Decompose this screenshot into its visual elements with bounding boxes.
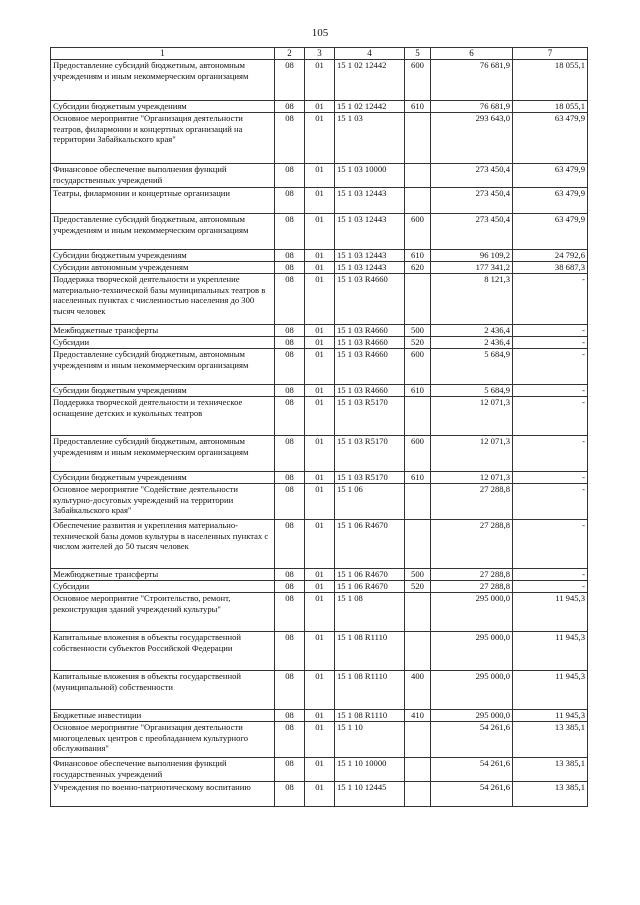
cell-subsection: 01 (305, 385, 335, 397)
cell-section: 08 (275, 101, 305, 113)
cell-expense-type: 620 (405, 262, 431, 274)
table-row (51, 520, 588, 569)
column-header: 7 (513, 48, 588, 60)
cell-target-article: 15 1 03 12443 (335, 188, 405, 214)
cell-amount-executed: - (513, 484, 588, 520)
cell-target-article: 15 1 03 R5170 (335, 436, 405, 472)
cell-expense-type (405, 782, 431, 807)
cell-section: 08 (275, 632, 305, 671)
cell-section: 08 (275, 520, 305, 569)
row-name-text: Поддержка творческой деятельности и техническое оснащение детских и кукольных театров (53, 397, 243, 418)
table-row (51, 250, 588, 262)
cell-expense-type (405, 274, 431, 325)
table-row (51, 164, 588, 188)
cell-subsection: 01 (305, 632, 335, 671)
cell-name (51, 436, 275, 472)
cell-target-article: 15 1 03 R5170 (335, 472, 405, 484)
cell-target-article: 15 1 03 (335, 113, 405, 164)
row-name-text: Предоставление субсидий бюджетным, автономным учреждениям и иным некоммерческим организациям (53, 349, 249, 370)
cell-subsection: 01 (305, 758, 335, 782)
cell-section: 08 (275, 397, 305, 436)
cell-target-article: 15 1 06 R4670 (335, 520, 405, 569)
cell-expense-type: 400 (405, 671, 431, 710)
cell-name (51, 101, 275, 113)
cell-name (51, 569, 275, 581)
column-header: 3 (305, 48, 335, 60)
cell-amount-executed: 11 945,3 (513, 632, 588, 671)
row-name-text: Предоставление субсидий бюджетным, автономным учреждениям и иным некоммерческим организациям (53, 60, 249, 81)
cell-name (51, 782, 275, 807)
table-row (51, 710, 588, 722)
cell-expense-type: 500 (405, 325, 431, 337)
cell-name (51, 520, 275, 569)
cell-section: 08 (275, 782, 305, 807)
cell-target-article: 15 1 03 12443 (335, 214, 405, 250)
cell-name (51, 385, 275, 397)
page-number: 105 (311, 27, 329, 39)
cell-expense-type (405, 113, 431, 164)
cell-amount-approved: 295 000,0 (431, 632, 513, 671)
row-name-text: Основное мероприятие "Строительство, ремонт, реконструкция зданий учреждений культуры" (53, 593, 231, 614)
cell-amount-executed: 11 945,3 (513, 710, 588, 722)
row-name-text: Межбюджетные трансферты (53, 325, 159, 335)
row-name-text: Капитальные вложения в объекты государственной (муниципальной) собственности (53, 671, 241, 692)
cell-target-article: 15 1 08 R1110 (335, 632, 405, 671)
cell-amount-executed: - (513, 569, 588, 581)
table-row (51, 113, 588, 164)
cell-name (51, 262, 275, 274)
cell-name (51, 60, 275, 101)
cell-name (51, 397, 275, 436)
table-row (51, 569, 588, 581)
cell-amount-approved: 27 288,8 (431, 569, 513, 581)
table-row (51, 484, 588, 520)
column-header: 6 (431, 48, 513, 60)
table-row (51, 262, 588, 274)
cell-subsection: 01 (305, 710, 335, 722)
cell-expense-type (405, 188, 431, 214)
cell-subsection: 01 (305, 101, 335, 113)
cell-amount-approved: 5 684,9 (431, 349, 513, 385)
header-row (51, 48, 588, 60)
cell-subsection: 01 (305, 250, 335, 262)
cell-subsection: 01 (305, 188, 335, 214)
cell-amount-approved: 54 261,6 (431, 782, 513, 807)
cell-subsection: 01 (305, 349, 335, 385)
cell-section: 08 (275, 274, 305, 325)
cell-amount-executed: - (513, 397, 588, 436)
cell-amount-approved: 273 450,4 (431, 164, 513, 188)
cell-name (51, 113, 275, 164)
cell-name (51, 632, 275, 671)
cell-amount-approved: 8 121,3 (431, 274, 513, 325)
table-row (51, 274, 588, 325)
cell-expense-type: 520 (405, 337, 431, 349)
cell-name (51, 274, 275, 325)
cell-subsection: 01 (305, 325, 335, 337)
table-row (51, 782, 588, 807)
table-row (51, 593, 588, 632)
column-header: 2 (275, 48, 305, 60)
cell-subsection: 01 (305, 436, 335, 472)
cell-amount-approved: 295 000,0 (431, 671, 513, 710)
cell-amount-executed: - (513, 436, 588, 472)
cell-amount-approved: 27 288,8 (431, 520, 513, 569)
cell-amount-approved: 27 288,8 (431, 581, 513, 593)
table-row (51, 349, 588, 385)
cell-expense-type (405, 520, 431, 569)
cell-amount-approved: 54 261,6 (431, 722, 513, 758)
cell-subsection: 01 (305, 671, 335, 710)
cell-amount-executed: 11 945,3 (513, 671, 588, 710)
cell-amount-executed: 11 945,3 (513, 593, 588, 632)
row-name-text: Поддержка творческой деятельности и укрепление материально-технической базы муниципальных театров в населенных пунктах с численностью населения до 300 тысяч человек (53, 274, 266, 316)
cell-expense-type (405, 164, 431, 188)
cell-section: 08 (275, 262, 305, 274)
cell-amount-approved: 273 450,4 (431, 214, 513, 250)
cell-section: 08 (275, 113, 305, 164)
cell-section: 08 (275, 188, 305, 214)
cell-target-article: 15 1 03 R4660 (335, 349, 405, 385)
row-name-text: Обеспечение развития и укрепления материально-технической базы домов культуры в населенных пунктах с числом жителей до 50 тысяч человек (53, 520, 269, 551)
cell-expense-type: 410 (405, 710, 431, 722)
cell-target-article: 15 1 03 R4660 (335, 385, 405, 397)
cell-amount-executed: - (513, 325, 588, 337)
row-name-text: Основное мероприятие "Организация деятельности многоцелевых центров с преобладанием культурного обслуживания" (53, 722, 249, 753)
cell-expense-type: 610 (405, 250, 431, 262)
table-row (51, 472, 588, 484)
cell-amount-executed: 24 792,6 (513, 250, 588, 262)
cell-amount-executed: 38 687,3 (513, 262, 588, 274)
row-name-text: Субсидии (53, 337, 90, 347)
column-header: 1 (51, 48, 275, 60)
cell-amount-executed: 13 385,1 (513, 722, 588, 758)
column-header: 5 (405, 48, 431, 60)
cell-target-article: 15 1 10 (335, 722, 405, 758)
cell-amount-approved: 295 000,0 (431, 593, 513, 632)
table-row (51, 60, 588, 101)
cell-name (51, 472, 275, 484)
cell-amount-executed: 18 055,1 (513, 60, 588, 101)
table-row (51, 188, 588, 214)
budget-table (50, 47, 588, 807)
cell-amount-executed: 63 479,9 (513, 113, 588, 164)
cell-name (51, 593, 275, 632)
cell-subsection: 01 (305, 214, 335, 250)
cell-amount-approved: 5 684,9 (431, 385, 513, 397)
cell-section: 08 (275, 385, 305, 397)
table-row (51, 722, 588, 758)
cell-section: 08 (275, 569, 305, 581)
cell-amount-executed: - (513, 581, 588, 593)
row-name-text: Финансовое обеспечение выполнения функций государственных учреждений (53, 164, 227, 185)
cell-expense-type (405, 632, 431, 671)
cell-amount-approved: 295 000,0 (431, 710, 513, 722)
cell-subsection: 01 (305, 569, 335, 581)
cell-expense-type: 610 (405, 101, 431, 113)
cell-section: 08 (275, 337, 305, 349)
cell-section: 08 (275, 214, 305, 250)
cell-section: 08 (275, 60, 305, 101)
cell-subsection: 01 (305, 274, 335, 325)
cell-expense-type: 600 (405, 349, 431, 385)
cell-amount-approved: 273 450,4 (431, 188, 513, 214)
cell-expense-type (405, 593, 431, 632)
cell-amount-executed: 18 055,1 (513, 101, 588, 113)
cell-section: 08 (275, 472, 305, 484)
table-row (51, 214, 588, 250)
row-name-text: Субсидии автономным учреждениям (53, 262, 189, 272)
cell-target-article: 15 1 10 12445 (335, 782, 405, 807)
cell-target-article: 15 1 08 (335, 593, 405, 632)
cell-amount-approved: 2 436,4 (431, 337, 513, 349)
cell-amount-approved: 177 341,2 (431, 262, 513, 274)
table-row (51, 397, 588, 436)
row-name-text: Театры, филармонии и концертные организации (53, 188, 230, 198)
row-name-text: Предоставление субсидий бюджетным, автономным учреждениям и иным некоммерческим организациям (53, 436, 249, 457)
cell-target-article: 15 1 03 12443 (335, 250, 405, 262)
cell-amount-approved: 12 071,3 (431, 436, 513, 472)
cell-amount-executed: 63 479,9 (513, 164, 588, 188)
cell-subsection: 01 (305, 60, 335, 101)
cell-section: 08 (275, 722, 305, 758)
cell-subsection: 01 (305, 113, 335, 164)
cell-target-article: 15 1 02 12442 (335, 101, 405, 113)
cell-expense-type: 520 (405, 581, 431, 593)
row-name-text: Учреждения по военно-патриотическому воспитанию (53, 782, 251, 792)
cell-target-article: 15 1 03 12443 (335, 262, 405, 274)
cell-name (51, 325, 275, 337)
row-name-text: Субсидии бюджетным учреждениям (53, 385, 187, 395)
cell-subsection: 01 (305, 520, 335, 569)
cell-expense-type: 610 (405, 472, 431, 484)
cell-target-article: 15 1 06 R4670 (335, 569, 405, 581)
cell-amount-approved: 76 681,9 (431, 101, 513, 113)
row-name-text: Предоставление субсидий бюджетным, автономным учреждениям и иным некоммерческим организациям (53, 214, 249, 235)
cell-target-article: 15 1 03 R4660 (335, 337, 405, 349)
cell-expense-type (405, 484, 431, 520)
cell-subsection: 01 (305, 484, 335, 520)
row-name-text: Субсидии (53, 581, 90, 591)
cell-amount-executed: - (513, 520, 588, 569)
cell-section: 08 (275, 325, 305, 337)
cell-amount-executed: - (513, 472, 588, 484)
table-row (51, 337, 588, 349)
cell-amount-executed: - (513, 337, 588, 349)
cell-name (51, 250, 275, 262)
cell-amount-approved: 27 288,8 (431, 484, 513, 520)
cell-section: 08 (275, 581, 305, 593)
cell-subsection: 01 (305, 337, 335, 349)
cell-amount-executed: 63 479,9 (513, 214, 588, 250)
cell-name (51, 349, 275, 385)
table-row (51, 325, 588, 337)
table-row (51, 385, 588, 397)
table-row (51, 671, 588, 710)
cell-name (51, 710, 275, 722)
cell-name (51, 214, 275, 250)
cell-target-article: 15 1 08 R1110 (335, 710, 405, 722)
cell-subsection: 01 (305, 722, 335, 758)
table-row (51, 101, 588, 113)
cell-amount-approved: 54 261,6 (431, 758, 513, 782)
cell-section: 08 (275, 436, 305, 472)
cell-target-article: 15 1 08 R1110 (335, 671, 405, 710)
cell-target-article: 15 1 03 10000 (335, 164, 405, 188)
cell-subsection: 01 (305, 581, 335, 593)
cell-target-article: 15 1 03 R4660 (335, 274, 405, 325)
cell-amount-approved: 12 071,3 (431, 397, 513, 436)
cell-target-article: 15 1 03 R4660 (335, 325, 405, 337)
table-row (51, 581, 588, 593)
row-name-text: Бюджетные инвестиции (53, 710, 142, 720)
cell-subsection: 01 (305, 593, 335, 632)
cell-subsection: 01 (305, 472, 335, 484)
cell-expense-type (405, 397, 431, 436)
cell-subsection: 01 (305, 262, 335, 274)
cell-section: 08 (275, 758, 305, 782)
cell-target-article: 15 1 02 12442 (335, 60, 405, 101)
table-row (51, 632, 588, 671)
cell-expense-type (405, 722, 431, 758)
cell-name (51, 484, 275, 520)
cell-expense-type: 600 (405, 214, 431, 250)
row-name-text: Основное мероприятие "Организация деятельности театров, филармонии и концертных организаций на территории Забайкальского края" (53, 113, 243, 144)
cell-expense-type: 500 (405, 569, 431, 581)
table-body (51, 60, 588, 807)
cell-section: 08 (275, 671, 305, 710)
cell-name (51, 671, 275, 710)
cell-amount-executed: - (513, 274, 588, 325)
cell-target-article: 15 1 06 (335, 484, 405, 520)
cell-subsection: 01 (305, 164, 335, 188)
cell-subsection: 01 (305, 782, 335, 807)
cell-name (51, 758, 275, 782)
cell-amount-approved: 2 436,4 (431, 325, 513, 337)
cell-subsection: 01 (305, 397, 335, 436)
cell-expense-type: 600 (405, 60, 431, 101)
cell-section: 08 (275, 484, 305, 520)
cell-section: 08 (275, 710, 305, 722)
cell-expense-type: 610 (405, 385, 431, 397)
cell-amount-approved: 76 681,9 (431, 60, 513, 101)
cell-expense-type: 600 (405, 436, 431, 472)
cell-name (51, 722, 275, 758)
cell-expense-type (405, 758, 431, 782)
cell-target-article: 15 1 06 R4670 (335, 581, 405, 593)
column-header: 4 (335, 48, 405, 60)
table-row (51, 758, 588, 782)
table-row (51, 436, 588, 472)
cell-section: 08 (275, 349, 305, 385)
cell-name (51, 164, 275, 188)
cell-amount-approved: 96 109,2 (431, 250, 513, 262)
row-name-text: Субсидии бюджетным учреждениям (53, 250, 187, 260)
cell-name (51, 581, 275, 593)
cell-amount-executed: 13 385,1 (513, 782, 588, 807)
cell-section: 08 (275, 593, 305, 632)
row-name-text: Финансовое обеспечение выполнения функций государственных учреждений (53, 758, 227, 779)
cell-section: 08 (275, 250, 305, 262)
cell-amount-executed: 63 479,9 (513, 188, 588, 214)
cell-name (51, 188, 275, 214)
row-name-text: Субсидии бюджетным учреждениям (53, 472, 187, 482)
cell-amount-executed: - (513, 349, 588, 385)
cell-section: 08 (275, 164, 305, 188)
row-name-text: Межбюджетные трансферты (53, 569, 159, 579)
row-name-text: Субсидии бюджетным учреждениям (53, 101, 187, 111)
cell-target-article: 15 1 10 10000 (335, 758, 405, 782)
cell-amount-executed: - (513, 385, 588, 397)
row-name-text: Капитальные вложения в объекты государственной собственности субъектов Российской Федерации (53, 632, 241, 653)
row-name-text: Основное мероприятие "Содействие деятельности культурно-досуговых учреждений на территории Забайкальского края" (53, 484, 239, 515)
cell-amount-approved: 293 643,0 (431, 113, 513, 164)
cell-amount-approved: 12 071,3 (431, 472, 513, 484)
cell-amount-executed: 13 385,1 (513, 758, 588, 782)
cell-target-article: 15 1 03 R5170 (335, 397, 405, 436)
cell-name (51, 337, 275, 349)
